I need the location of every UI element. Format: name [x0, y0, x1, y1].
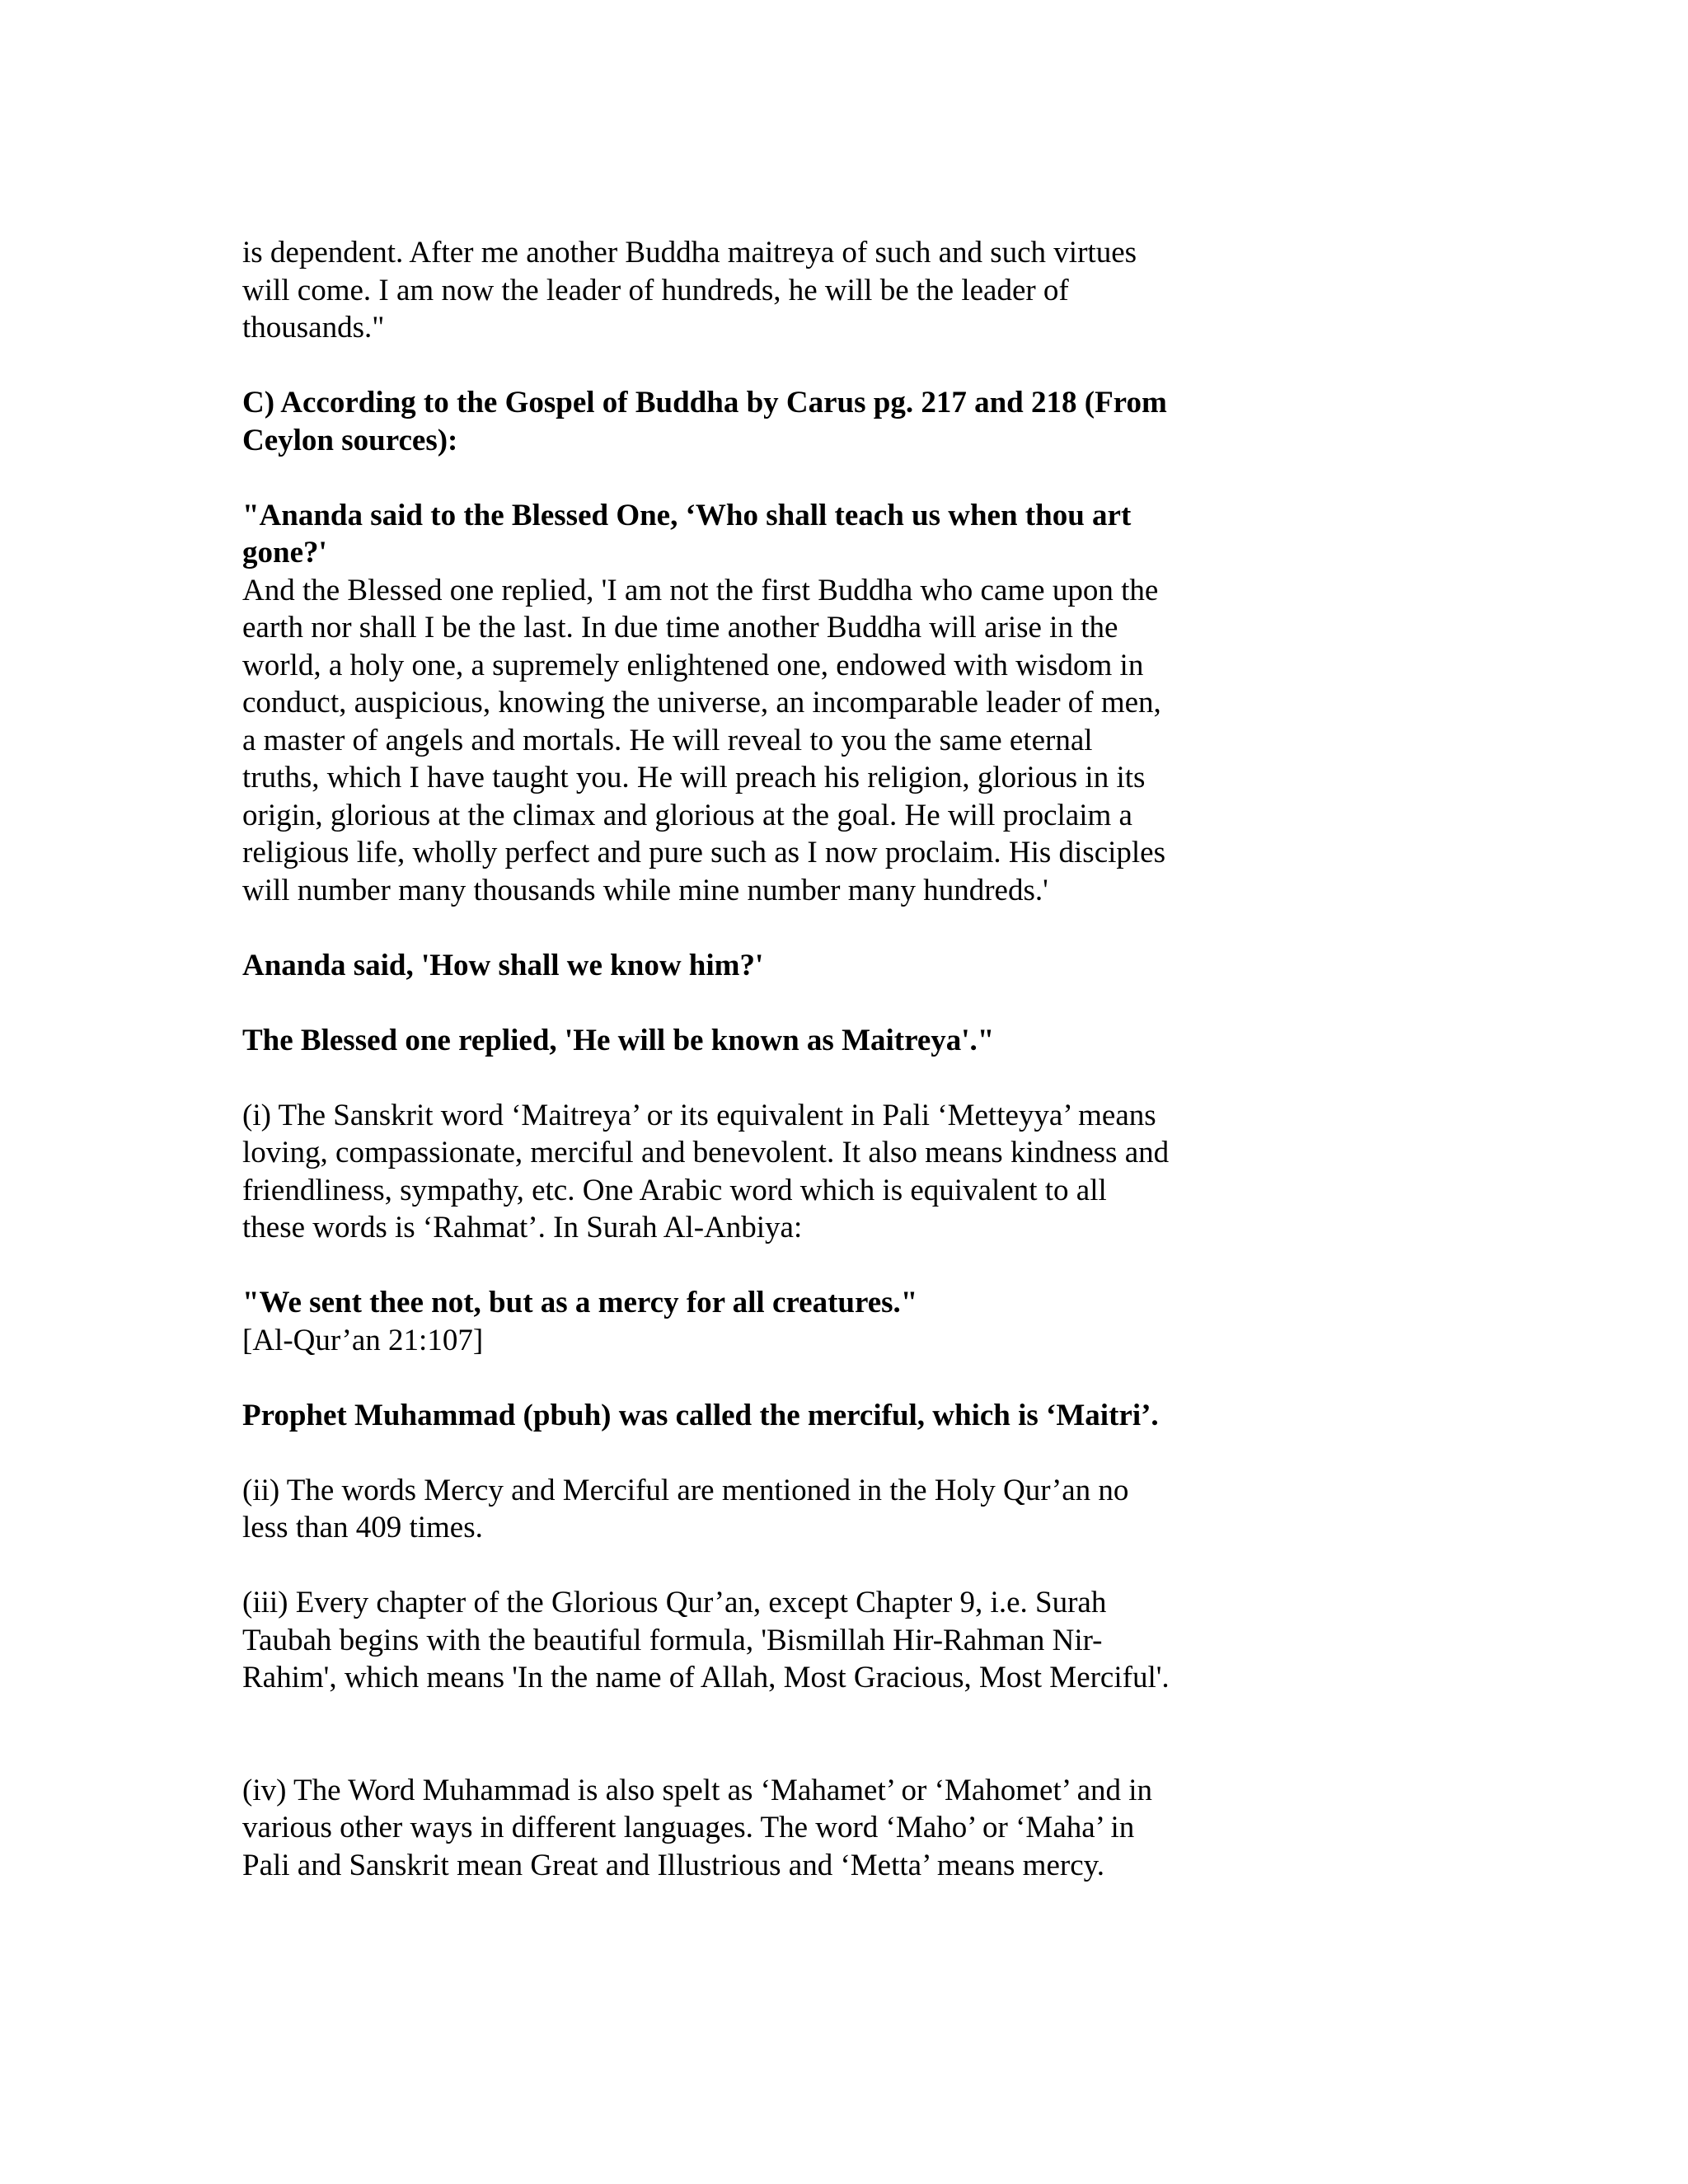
section-heading: C) According to the Gospel of Buddha by Carus pg. 217 and 218 (From Ceylon sources):	[242, 386, 1167, 457]
verse-quote: "We sent thee not, but as a mercy for all creatures."	[242, 1286, 918, 1319]
paragraph-iii: (iii) Every chapter of the Glorious Qur’an, except Chapter 9, i.e. Surah Taubah begins with the beautiful formula, 'Bismillah Hir-Rahman Nir- Rahim', which means 'In the name of Allah, Most Gracious, Most Merciful'.	[242, 1586, 1170, 1694]
paragraph-ii: (ii) The words Mercy and Merciful are mentioned in the Holy Qur’an no less than 409 times.	[242, 1473, 1129, 1544]
quote-answer: And the Blessed one replied, 'I am not the first Buddha who came upon the earth nor shall I be the last. In due time another Buddha will arise in the world, a holy one, a supremely enlightened one, endowed with wisdom in conduct, auspicious, knowing the universe, an incomparable leader of men, a master of angels and mortals. He will reveal to you the same eternal truths, which I have taught you. He will preach his religion, glorious in its origin, glorious at the climax and glorious at the goal. He will proclaim a religious life, wholly perfect and pure such as I now proclaim. His disciples will number many thousands while mine number many hundreds.'	[242, 573, 1165, 907]
paragraph-iv: (iv) The Word Muhammad is also spelt as ‘Mahamet’ or ‘Mahomet’ and in various other ways in different languages. The word ‘Maho’ or ‘Maha’ in Pali and Sanskrit mean Great and Illustrious and ‘Metta’ means mercy.	[242, 1773, 1153, 1882]
paragraph-continuation: is dependent. After me another Buddha maitreya of such and such virtues will come. I am now the leader of hundreds, he will be the leader of thousands."	[242, 236, 1137, 344]
bold-statement: Prophet Muhammad (pbuh) was called the merciful, which is ‘Maitri’.	[242, 1398, 1159, 1432]
verse-reference: [Al-Qur’an 21:107]	[242, 1323, 484, 1357]
quote-question: "Ananda said to the Blessed One, ‘Who shall teach us when thou art gone?'	[242, 498, 1132, 569]
quote-ananda: Ananda said, 'How shall we know him?'	[242, 948, 764, 982]
document-page	[242, 234, 1297, 1922]
paragraph-i: (i) The Sanskrit word ‘Maitreya’ or its equivalent in Pali ‘Metteyya’ means loving, compassionate, merciful and benevolent. It also means kindness and friendliness, sympathy, etc. One Arabic word which is equivalent to all these words is ‘Rahmat’. In Surah Al-Anbiya:	[242, 1098, 1170, 1244]
quote-blessed-one: The Blessed one replied, 'He will be known as Maitreya'."	[242, 1023, 995, 1057]
